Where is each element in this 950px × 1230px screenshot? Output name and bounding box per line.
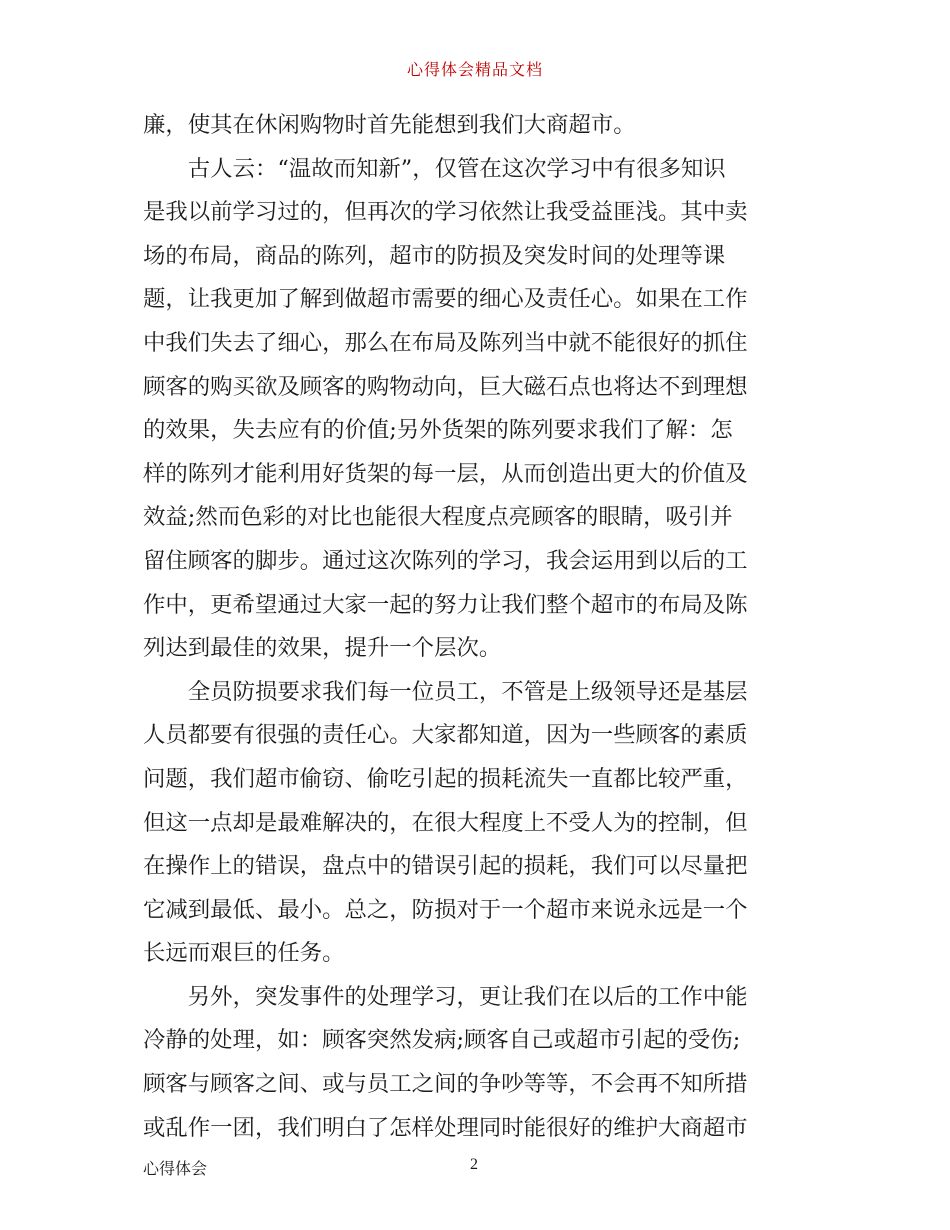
footer-label: 心得体会 (143, 1159, 208, 1178)
body-line: 中我们失去了细心，那么在布局及陈列当中就不能很好的抓住 (143, 329, 748, 356)
page-number: 2 (470, 1156, 478, 1173)
body-line: 的效果，失去应有的价值;另外货架的陈列要求我们了解：怎 (143, 417, 733, 444)
document-header-title: 心得体会精品文档 (406, 60, 543, 79)
body-line: 冷静的处理，如：顾客突然发病;顾客自己或超市引起的受伤; (143, 1027, 741, 1054)
paragraph-first-line: 古人云：“温故而知新”，仅管在这次学习中有很多知识 (187, 155, 726, 182)
body-line: 顾客与顾客之间、或与员工之间的争吵等等，不会再不知所措 (143, 1071, 748, 1098)
body-line: 廉，使其在休闲购物时首先能想到我们大商超市。 (143, 112, 636, 138)
body-line: 作中，更希望通过大家一起的努力让我们整个超市的布局及陈 (143, 591, 748, 618)
body-line: 顾客的购买欲及顾客的购物动向，巨大磁石点也将达不到理想 (143, 373, 748, 400)
paragraph-first-line: 全员防损要求我们每一位员工，不管是上级领导还是基层 (187, 678, 748, 705)
body-line: 是我以前学习过的，但再次的学习依然让我受益匪浅。其中卖 (143, 199, 748, 226)
body-line: 效益;然而色彩的对比也能很大程度点亮顾客的眼睛，吸引并 (143, 504, 733, 531)
body-line: 问题，我们超市偷窃、偷吃引起的损耗流失一直都比较严重， (143, 765, 748, 792)
body-line: 题，让我更加了解到做超市需要的细心及责任心。如果在工作 (143, 286, 748, 313)
body-line: 样的陈列才能利用好货架的每一层，从而创造出更大的价值及 (143, 460, 748, 487)
body-line: 长远而艰巨的任务。 (143, 940, 345, 967)
document-body (143, 104, 815, 1150)
body-line: 留住顾客的脚步。通过这次陈列的学习，我会运用到以后的工 (143, 547, 748, 574)
paragraph-first-line: 另外，突发事件的处理学习，更让我们在以后的工作中能 (187, 983, 748, 1010)
body-line: 它减到最低、最小。总之，防损对于一个超市来说永远是一个 (143, 896, 748, 923)
body-line: 列达到最佳的效果，提升一个层次。 (143, 635, 502, 662)
body-line: 场的布局，商品的陈列，超市的防损及突发时间的处理等课 (143, 242, 726, 269)
body-line: 或乱作一团，我们明白了怎样处理同时能很好的维护大商超市 (143, 1114, 748, 1141)
body-line: 人员都要有很强的责任心。大家都知道，因为一些顾客的素质 (143, 722, 748, 749)
body-line: 在操作上的错误，盘点中的错误引起的损耗，我们可以尽量把 (143, 853, 748, 880)
body-line: 但这一点却是最难解决的，在很大程度上不受人为的控制，但 (143, 809, 748, 836)
